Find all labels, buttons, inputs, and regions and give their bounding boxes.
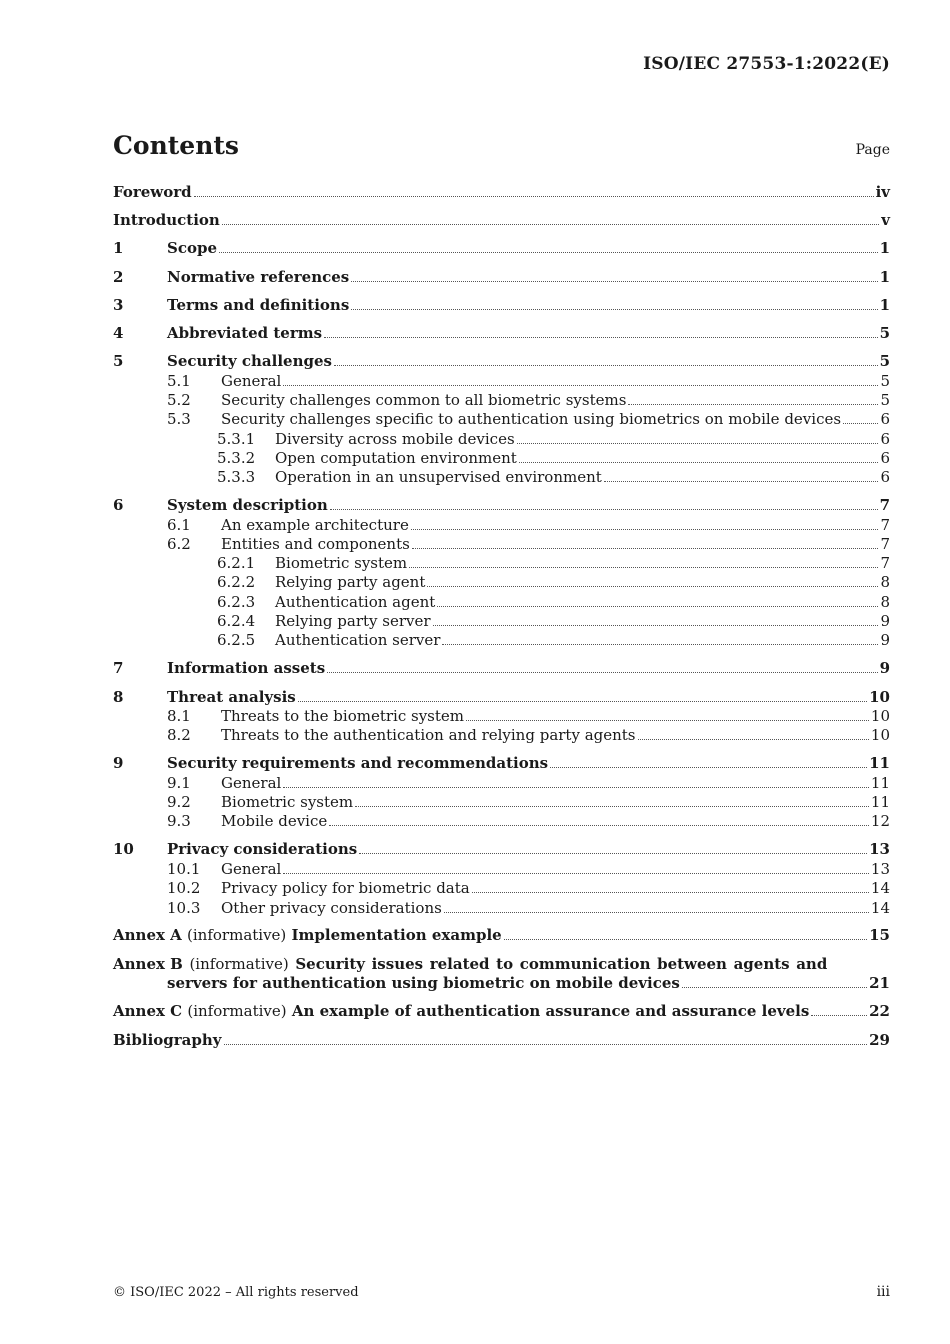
toc-entry-4[interactable] xyxy=(113,324,890,344)
toc-page: 6 xyxy=(880,410,890,429)
toc-entry-9[interactable] xyxy=(113,754,890,774)
toc-title: Other privacy considerations xyxy=(221,898,442,917)
dot-leader xyxy=(628,400,878,405)
toc-page: 9 xyxy=(880,631,890,650)
page-number: iii xyxy=(876,1284,890,1300)
toc-title: Threats to the biometric system xyxy=(221,707,465,726)
toc-number: 5.1 xyxy=(167,371,191,390)
toc-entry-8-2[interactable] xyxy=(113,726,890,745)
toc-number: 5.3.2 xyxy=(217,448,256,467)
toc-number: 6.2 xyxy=(167,534,191,553)
toc-entry-9-3[interactable] xyxy=(113,812,890,831)
toc-page: 5 xyxy=(879,323,890,342)
toc-entry-6-2[interactable] xyxy=(113,535,890,554)
toc-number: 6 xyxy=(113,496,124,515)
toc-number: 2 xyxy=(113,267,124,286)
toc-page: 6 xyxy=(880,448,890,467)
toc-page: 8 xyxy=(880,573,890,592)
dot-leader xyxy=(437,602,878,607)
toc-entry-2[interactable] xyxy=(113,268,890,288)
toc-page: 29 xyxy=(869,1030,890,1049)
toc-entry-10-1[interactable] xyxy=(113,860,890,879)
toc-title: An example architecture xyxy=(221,515,409,534)
toc-entry-6-2-4[interactable] xyxy=(113,612,890,631)
annex-title-word: agents xyxy=(733,954,790,973)
toc-page: v xyxy=(881,211,890,230)
toc-title: Information assets xyxy=(167,659,326,678)
toc-number: 5.3.3 xyxy=(217,468,256,487)
toc-title: Foreword xyxy=(113,183,192,201)
toc-title: Relying party server xyxy=(275,612,431,631)
toc-entry-5-3[interactable] xyxy=(113,410,890,429)
dot-leader xyxy=(283,783,869,788)
dot-leader xyxy=(504,935,867,940)
toc-entry-5-3-1[interactable] xyxy=(113,430,890,449)
contents-heading: Contents xyxy=(113,131,240,160)
dot-leader xyxy=(550,763,867,768)
toc-number: 4 xyxy=(113,323,124,342)
toc-entry-6-2-3[interactable] xyxy=(113,593,890,612)
dot-leader xyxy=(409,563,878,568)
annex-title-word: between xyxy=(657,954,727,973)
toc-title: Bibliography xyxy=(113,1030,222,1049)
dot-leader xyxy=(219,248,878,253)
toc-number: 10.1 xyxy=(167,859,201,878)
toc-entry-8-1[interactable] xyxy=(113,707,890,726)
dot-leader xyxy=(334,361,878,366)
dot-leader xyxy=(222,220,879,225)
dot-leader xyxy=(224,1040,868,1045)
toc-number: 10.3 xyxy=(167,898,201,917)
toc-page: 1 xyxy=(879,295,890,314)
toc-number: 9.1 xyxy=(167,773,191,792)
toc-entry-bibliography[interactable] xyxy=(113,1031,890,1051)
toc-number: 5 xyxy=(113,352,124,371)
toc-entry-5-1[interactable] xyxy=(113,372,890,391)
dot-leader xyxy=(427,582,878,587)
toc-entry-annex-b[interactable] xyxy=(113,955,890,994)
toc-entry-7[interactable] xyxy=(113,659,890,679)
annex-title: An example of authentication assurance and assurance levels xyxy=(291,1002,810,1021)
toc-page: 11 xyxy=(870,793,890,812)
toc-entry-10-3[interactable] xyxy=(113,899,890,918)
toc-title: Security challenges common to all biometric systems xyxy=(221,390,627,409)
toc-number: 6.2.1 xyxy=(217,554,256,573)
toc-page: 6 xyxy=(880,468,890,487)
dot-leader xyxy=(355,802,869,807)
toc-entry-5-2[interactable] xyxy=(113,391,890,410)
copyright-notice: © ISO/IEC 2022 – All rights reserved xyxy=(113,1285,359,1300)
dot-leader xyxy=(682,983,867,988)
toc-entry-introduction[interactable] xyxy=(113,211,890,231)
toc-title: General xyxy=(221,773,282,792)
toc-title: Threat analysis xyxy=(167,687,296,706)
dot-leader xyxy=(472,888,869,893)
dot-leader xyxy=(811,1011,867,1016)
annex-label: Annex B xyxy=(113,954,183,973)
toc-entry-5-3-2[interactable] xyxy=(113,449,890,468)
toc-entry-foreword[interactable] xyxy=(113,183,890,203)
toc-number: 6.2.5 xyxy=(217,631,256,650)
toc-page: 1 xyxy=(879,267,890,286)
toc-number: 5.3.1 xyxy=(217,429,256,448)
toc-page: 5 xyxy=(880,371,890,390)
toc-entry-5-3-3[interactable] xyxy=(113,468,890,487)
toc-number: 5.2 xyxy=(167,390,191,409)
toc-title: Security requirements and recommendations xyxy=(167,754,549,773)
toc-entry-9-1[interactable] xyxy=(113,774,890,793)
dot-leader xyxy=(283,381,878,386)
toc-entry-8[interactable] xyxy=(113,688,890,708)
dot-leader xyxy=(324,333,877,338)
dot-leader xyxy=(327,668,877,673)
toc-title: Entities and components xyxy=(221,534,410,553)
annex-title-word: Security xyxy=(295,954,365,973)
toc-number: 7 xyxy=(113,659,124,678)
annex-title: servers for authentication using biometric on mobile devices xyxy=(167,974,680,993)
toc-number: 1 xyxy=(113,239,124,258)
toc-page: 13 xyxy=(870,859,890,878)
dot-leader xyxy=(444,908,869,913)
toc-page: 7 xyxy=(879,496,890,515)
toc-number: 3 xyxy=(113,295,124,314)
toc-title: Mobile device xyxy=(221,812,328,831)
annex-label: Annex C xyxy=(113,1002,183,1021)
dot-leader xyxy=(442,640,878,645)
toc-title: General xyxy=(221,859,282,878)
dot-leader xyxy=(519,458,879,463)
dot-leader xyxy=(359,849,867,854)
annex-b-line-1 xyxy=(113,955,890,975)
annex-title-word: and xyxy=(796,954,828,973)
toc-number: 6.2.4 xyxy=(217,612,256,631)
annex-title-word: issues xyxy=(371,954,424,973)
toc-entry-6-2-1[interactable] xyxy=(113,554,890,573)
toc-title: Open computation environment xyxy=(275,448,517,467)
toc-title: Relying party agent xyxy=(275,573,426,592)
toc-number: 10 xyxy=(113,840,134,859)
document-id: ISO/IEC 27553-1:2022(E) xyxy=(643,54,890,74)
toc-entry-6-2-2[interactable] xyxy=(113,573,890,592)
toc-number: 5.3 xyxy=(167,410,191,429)
toc-page: 10 xyxy=(870,707,890,726)
dot-leader xyxy=(283,869,869,874)
toc-page: 11 xyxy=(869,754,890,773)
toc-page: 14 xyxy=(870,898,890,917)
annex-title-word: communication xyxy=(519,954,651,973)
toc-title xyxy=(113,926,502,946)
dot-leader xyxy=(412,544,879,549)
dot-leader xyxy=(298,697,867,702)
toc-page: iv xyxy=(875,183,890,201)
toc-number: 9.3 xyxy=(167,812,191,831)
toc-page: 9 xyxy=(879,659,890,678)
annex-label: Annex A xyxy=(113,926,182,945)
annex-title-word: related xyxy=(429,954,490,973)
dot-leader xyxy=(194,192,874,197)
dot-leader xyxy=(351,277,877,282)
toc-entry-5[interactable] xyxy=(113,352,890,372)
annex-kind: (informative) xyxy=(187,926,287,945)
toc-number: 9.2 xyxy=(167,793,191,812)
toc-page: 21 xyxy=(869,974,890,993)
dot-leader xyxy=(638,735,869,740)
toc-title: Abbreviated terms xyxy=(167,323,323,342)
toc-page: 5 xyxy=(879,352,890,371)
toc-page: 13 xyxy=(869,840,890,859)
toc-title: Security challenges specific to authentication using biometrics on mobile devices xyxy=(221,410,842,429)
toc-entry-annex-c[interactable] xyxy=(113,1002,890,1022)
toc-title: Privacy policy for biometric data xyxy=(221,879,470,898)
annex-kind: (informative) xyxy=(189,954,289,973)
toc-title: Operation in an unsupervised environment xyxy=(275,468,602,487)
toc-entry-10[interactable] xyxy=(113,840,890,860)
toc-title: Diversity across mobile devices xyxy=(275,429,515,448)
toc-title xyxy=(113,1002,809,1022)
toc-title: System description xyxy=(167,496,328,515)
toc-page: 14 xyxy=(870,879,890,898)
toc-entry-6[interactable] xyxy=(113,496,890,516)
toc-number: 8.1 xyxy=(167,707,191,726)
dot-leader xyxy=(843,419,878,424)
toc-entry-6-2-5[interactable] xyxy=(113,631,890,650)
toc-page: 11 xyxy=(870,773,890,792)
dot-leader xyxy=(351,305,877,310)
toc-number: 9 xyxy=(113,754,124,773)
toc-entry-6-1[interactable] xyxy=(113,516,890,535)
toc-page: 5 xyxy=(880,390,890,409)
toc-page: 7 xyxy=(880,534,890,553)
toc-title: Threats to the authentication and relying party agents xyxy=(221,726,636,745)
dot-leader xyxy=(330,505,878,510)
dot-leader xyxy=(329,821,869,826)
toc-title: General xyxy=(221,371,282,390)
toc-page: 15 xyxy=(869,926,890,945)
annex-b-line-2 xyxy=(113,974,890,994)
toc-entry-annex-a[interactable] xyxy=(113,926,890,946)
toc-title: Security challenges xyxy=(167,352,332,371)
toc-number: 8 xyxy=(113,687,124,706)
toc-page: 9 xyxy=(880,612,890,631)
toc-entry-9-2[interactable] xyxy=(113,793,890,812)
toc-title: Authentication agent xyxy=(275,592,436,611)
toc-number: 6.2.3 xyxy=(217,592,256,611)
toc-page: 10 xyxy=(869,687,890,706)
toc-number: 10.2 xyxy=(167,879,201,898)
annex-title: Implementation example xyxy=(291,926,502,945)
toc-title: Biometric system xyxy=(275,554,408,573)
toc-title: Normative references xyxy=(167,267,350,286)
toc-title: Privacy considerations xyxy=(167,840,358,859)
annex-kind: (informative) xyxy=(187,1002,287,1021)
toc-entry-1[interactable] xyxy=(113,239,890,259)
page-column-label: Page xyxy=(855,142,890,158)
toc-title: Introduction xyxy=(113,211,220,230)
toc-title: Biometric system xyxy=(221,793,354,812)
toc-number: 6.2.2 xyxy=(217,573,256,592)
toc-number: 6.1 xyxy=(167,515,191,534)
toc-title: Authentication server xyxy=(275,631,441,650)
toc-page: 7 xyxy=(880,554,890,573)
dot-leader xyxy=(411,525,879,530)
toc-page: 12 xyxy=(870,812,890,831)
dot-leader xyxy=(517,439,879,444)
toc-entry-3[interactable] xyxy=(113,296,890,316)
toc-number: 8.2 xyxy=(167,726,191,745)
dot-leader xyxy=(604,477,879,482)
toc-entry-10-2[interactable] xyxy=(113,879,890,898)
dot-leader xyxy=(433,621,879,626)
toc-page: 22 xyxy=(869,1002,890,1021)
toc-page: 6 xyxy=(880,429,890,448)
toc-page: 7 xyxy=(880,515,890,534)
toc-page: 10 xyxy=(870,726,890,745)
toc-title: Terms and definitions xyxy=(167,295,350,314)
annex-title-word: to xyxy=(496,954,514,973)
table-of-contents xyxy=(113,183,890,1050)
toc-page: 1 xyxy=(879,239,890,258)
dot-leader xyxy=(466,716,869,721)
toc-title: Scope xyxy=(167,239,218,258)
toc-page: 8 xyxy=(880,592,890,611)
